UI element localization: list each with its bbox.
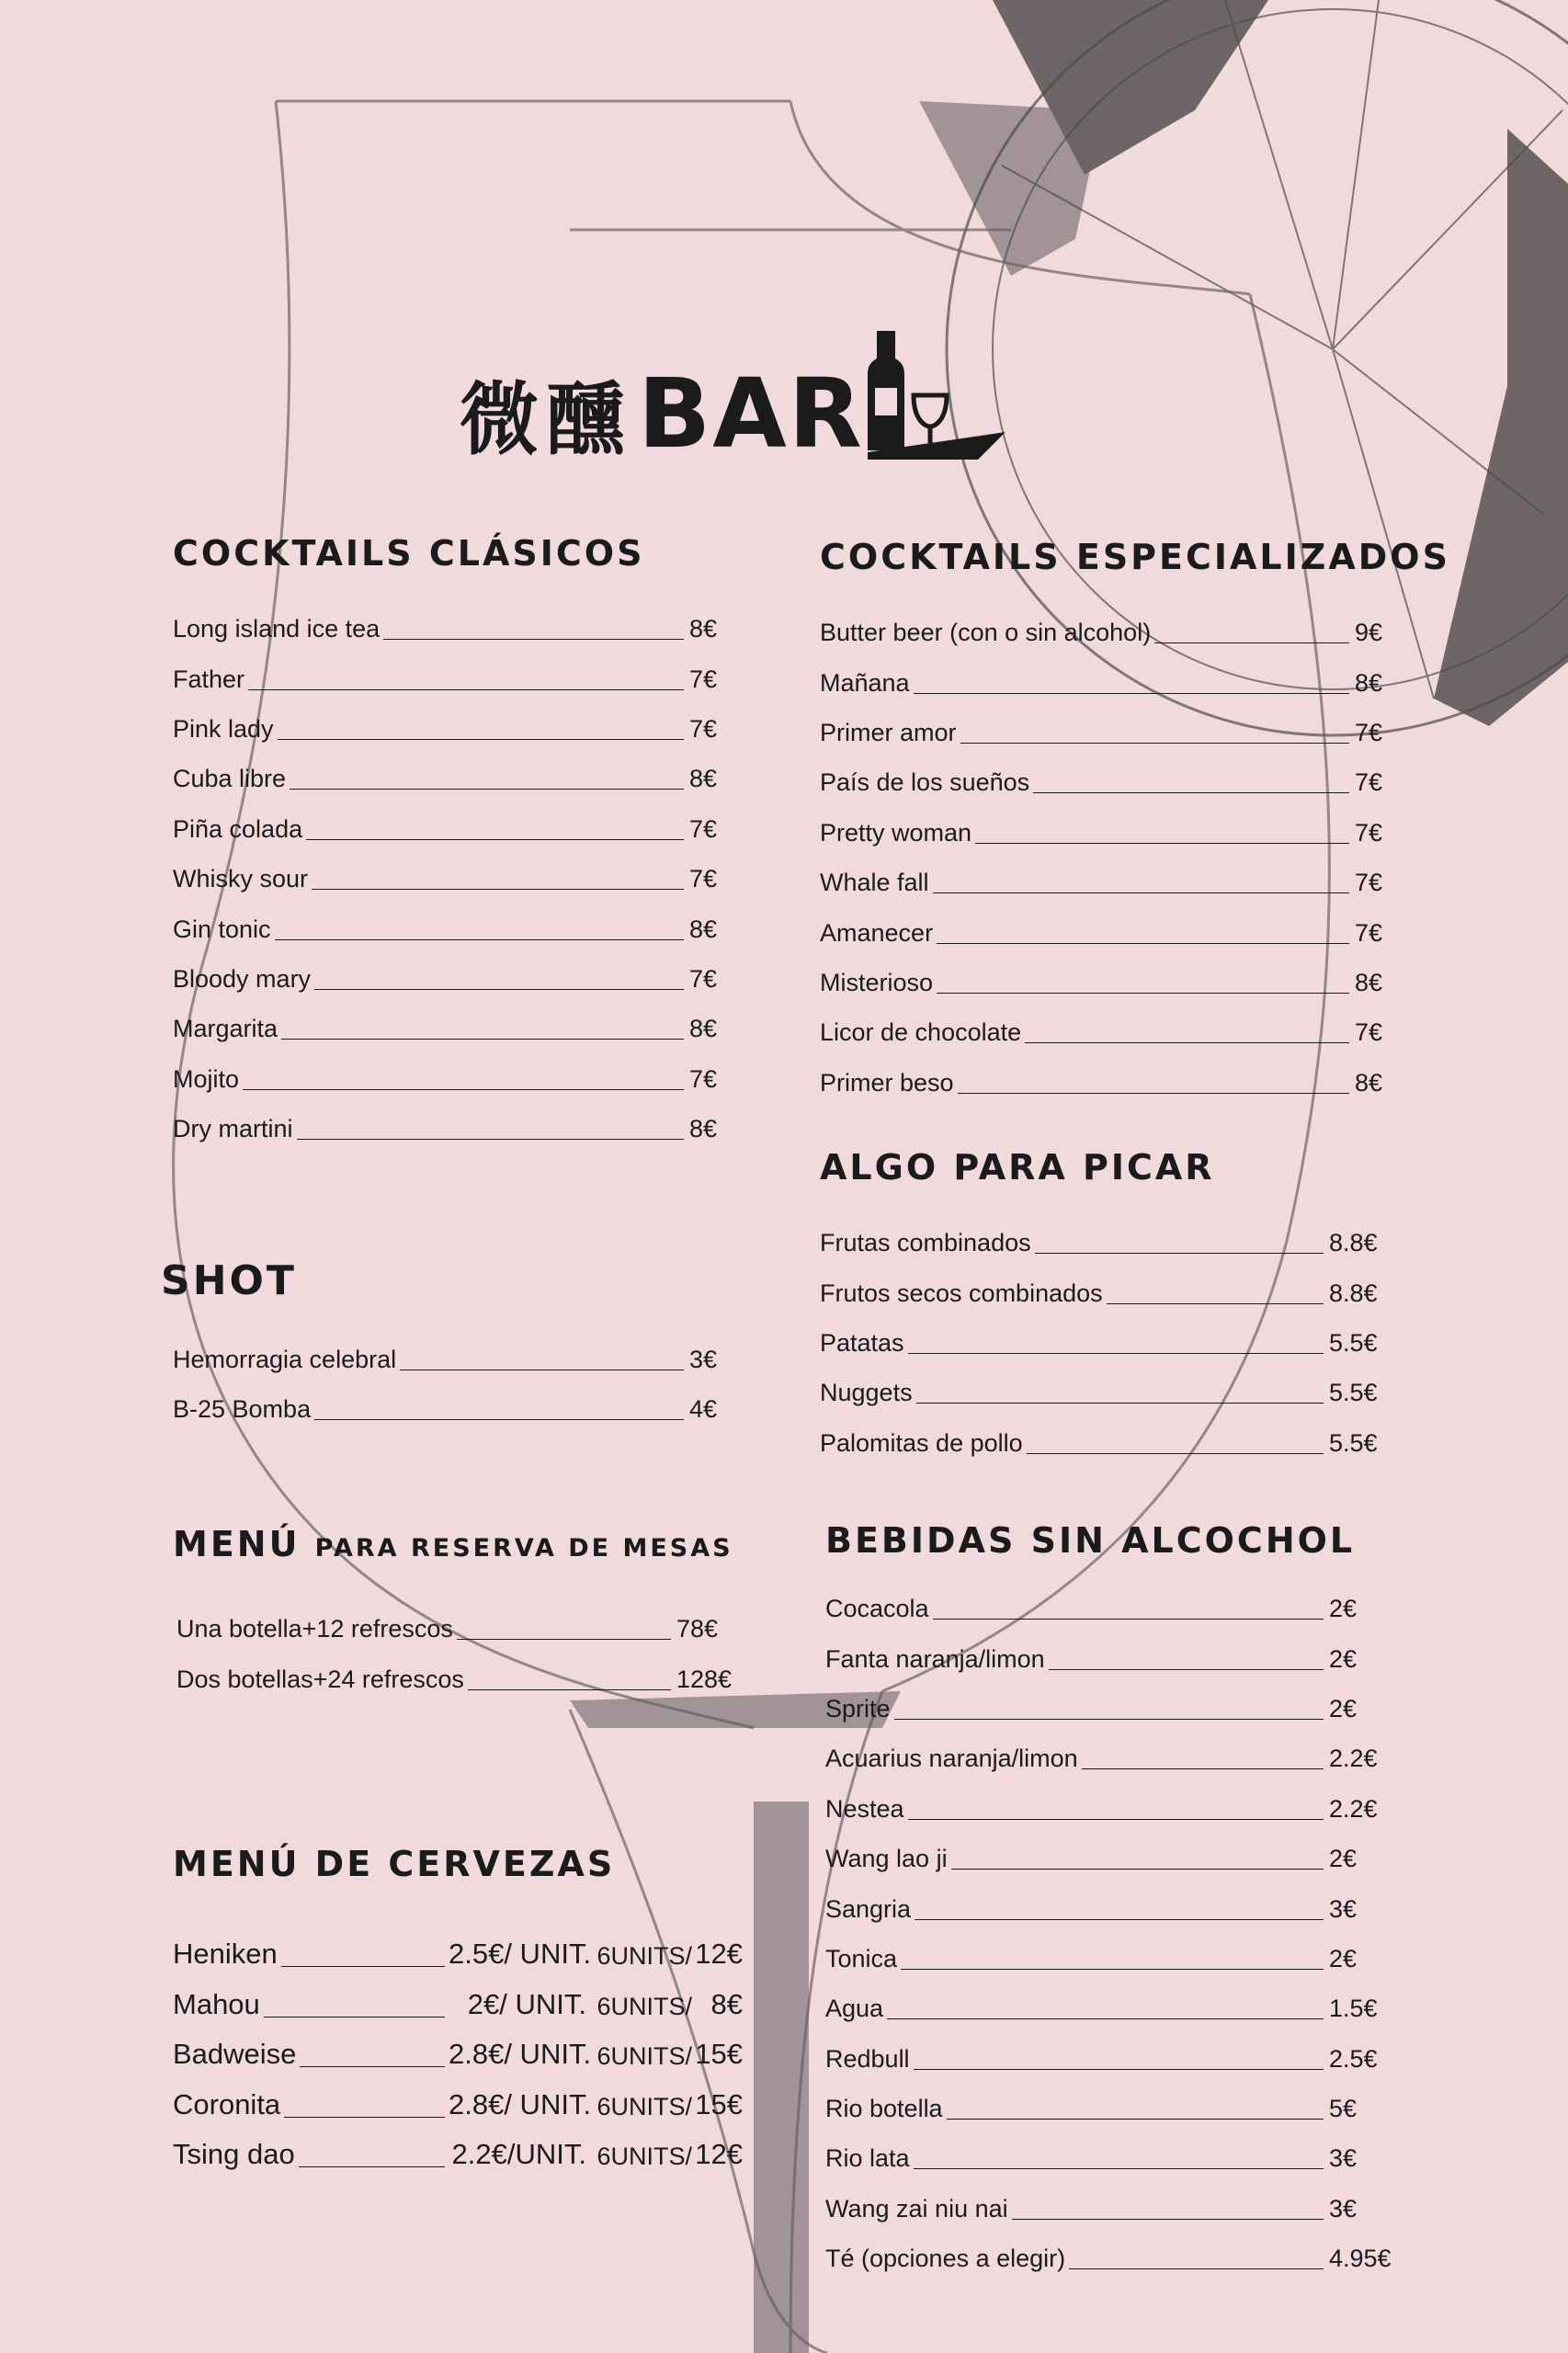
menu-item bbox=[825, 1629, 1397, 1678]
unit-price: 2.2€/UNIT. bbox=[451, 2137, 586, 2170]
item-price: 128€ bbox=[676, 1665, 733, 1693]
item-name: Nuggets bbox=[820, 1379, 913, 1407]
menu-item bbox=[173, 749, 743, 799]
section-menu-cervezas bbox=[173, 1846, 743, 1910]
menu-item bbox=[173, 649, 743, 699]
section-title: SHOT bbox=[161, 1257, 297, 1304]
menu-item bbox=[820, 953, 1408, 1003]
leader-line bbox=[916, 1403, 1324, 1404]
item-price: 3€ bbox=[1329, 2144, 1358, 2173]
menu-item bbox=[820, 653, 1408, 702]
leader-line bbox=[1012, 2219, 1324, 2220]
menu-item bbox=[173, 799, 743, 848]
item-price: 2€ bbox=[1329, 1694, 1358, 1722]
item-price: 2€ bbox=[1329, 1644, 1358, 1673]
pack-label: 6UNITS/ bbox=[597, 1992, 692, 2020]
beer-item bbox=[173, 1976, 743, 2026]
item-name: Nestea bbox=[825, 1794, 904, 1823]
menu-item bbox=[176, 1649, 744, 1699]
item-name: Dos botellas+24 refrescos bbox=[176, 1665, 464, 1693]
leader-line bbox=[908, 1353, 1324, 1354]
menu-item bbox=[825, 1729, 1397, 1779]
pack-price: 12€ bbox=[695, 2137, 743, 2170]
logo-bar-text: BAR bbox=[638, 358, 864, 471]
item-price: 8€ bbox=[689, 615, 718, 643]
lemon-shading-left bbox=[919, 101, 1103, 276]
menu-item bbox=[820, 802, 1408, 852]
item-name: Father bbox=[173, 665, 245, 693]
item-price: 7€ bbox=[689, 1064, 718, 1093]
section-cocktails-especializados bbox=[820, 537, 1450, 1103]
leader-line bbox=[1069, 2268, 1324, 2269]
item-price: 8€ bbox=[1355, 968, 1383, 996]
pack-label: 6UNITS/ bbox=[597, 2142, 692, 2170]
menu-item bbox=[825, 2029, 1397, 2078]
item-price: 2.2€ bbox=[1329, 1745, 1378, 1773]
item-name: Long island ice tea bbox=[173, 615, 381, 643]
section-title: COCKTAILS ESPECIALIZADOS bbox=[820, 537, 1450, 577]
leader-line bbox=[275, 939, 684, 940]
item-price: 3€ bbox=[689, 1345, 718, 1373]
leader-line bbox=[1025, 1042, 1349, 1043]
leader-line bbox=[915, 1919, 1324, 1920]
item-name: Mañana bbox=[820, 668, 910, 697]
leader-line bbox=[947, 2119, 1324, 2120]
leader-line bbox=[284, 2117, 445, 2118]
item-price: 8€ bbox=[689, 915, 718, 943]
item-name: Bloody mary bbox=[173, 964, 312, 993]
item-name: Hemorragia celebral bbox=[173, 1345, 397, 1373]
item-price: 8€ bbox=[689, 765, 718, 793]
section-title bbox=[173, 1526, 761, 1564]
leader-line bbox=[383, 639, 684, 640]
unit-price: 2.8€/ UNIT. bbox=[449, 2038, 592, 2071]
item-price: 9€ bbox=[1355, 619, 1383, 647]
item-name: Whale fall bbox=[820, 869, 929, 897]
leader-line bbox=[937, 993, 1349, 994]
pack-label: 6UNITS/ bbox=[597, 2042, 692, 2071]
item-name: País de los sueños bbox=[820, 768, 1030, 797]
leader-line bbox=[1027, 1453, 1324, 1454]
leader-line bbox=[975, 843, 1349, 844]
section-algo-para-picar bbox=[820, 1149, 1397, 1463]
pack-price: 15€ bbox=[695, 2038, 743, 2071]
pack-price: 12€ bbox=[695, 1938, 743, 1971]
item-price: 7€ bbox=[1355, 1018, 1383, 1047]
item-price: 3€ bbox=[1329, 1894, 1358, 1923]
leader-line bbox=[312, 889, 684, 890]
leader-line bbox=[887, 2018, 1324, 2019]
leader-line bbox=[951, 1869, 1324, 1870]
item-name: Agua bbox=[825, 1995, 884, 2023]
menu-item bbox=[820, 603, 1408, 653]
leader-line bbox=[300, 2066, 445, 2067]
pack-label: 6UNITS/ bbox=[597, 1942, 692, 1971]
menu-item bbox=[176, 1599, 744, 1649]
item-name: Primer amor bbox=[820, 718, 957, 746]
beer-item bbox=[173, 2127, 743, 2177]
menu-item bbox=[173, 1380, 743, 1429]
item-name: Sangria bbox=[825, 1894, 912, 1923]
title-small: PARA RESERVA DE MESAS bbox=[314, 1534, 733, 1563]
menu-item bbox=[825, 1779, 1397, 1828]
menu-item bbox=[825, 2178, 1397, 2228]
item-name: Piña colada bbox=[173, 814, 303, 843]
menu-item bbox=[825, 2129, 1397, 2178]
menu-item bbox=[173, 899, 743, 949]
item-price: 2€ bbox=[1329, 1944, 1358, 1972]
item-price: 7€ bbox=[1355, 818, 1383, 847]
item-name: Gin tonic bbox=[173, 915, 271, 943]
leader-line bbox=[908, 1819, 1324, 1820]
item-name: Rio lata bbox=[825, 2144, 910, 2173]
beer-item bbox=[173, 2076, 743, 2126]
menu-item bbox=[825, 2079, 1397, 2129]
leader-line bbox=[1154, 642, 1349, 643]
item-price: 78€ bbox=[676, 1615, 719, 1643]
item-name: Wang zai niu nai bbox=[825, 2194, 1008, 2222]
section-cocktails-clasicos bbox=[173, 535, 743, 1149]
menu-item bbox=[825, 1579, 1397, 1629]
section-title: BEBIDAS SIN ALCOCHOL bbox=[825, 1520, 1356, 1561]
item-name: Tonica bbox=[825, 1944, 898, 1972]
menu-item bbox=[173, 699, 743, 749]
menu-item bbox=[173, 599, 743, 649]
item-name: Tsing dao bbox=[173, 2137, 295, 2170]
menu-item bbox=[825, 2229, 1397, 2279]
item-price: 5.5€ bbox=[1329, 1328, 1378, 1357]
leader-line bbox=[314, 989, 684, 990]
menu-item bbox=[820, 753, 1408, 802]
item-name: Té (opciones a elegir) bbox=[825, 2245, 1066, 2273]
menu-item bbox=[173, 849, 743, 899]
menu-item bbox=[173, 1099, 743, 1149]
item-name: Amanecer bbox=[820, 918, 934, 947]
unit-price: 2.5€/ UNIT. bbox=[449, 1938, 592, 1971]
item-name: Pink lady bbox=[173, 714, 274, 743]
leader-line bbox=[314, 1419, 684, 1420]
item-name: Cuba libre bbox=[173, 765, 287, 793]
item-name: Sprite bbox=[825, 1694, 891, 1722]
leader-line bbox=[264, 2017, 445, 2018]
section-title: ALGO PARA PICAR bbox=[820, 1147, 1215, 1188]
leader-line bbox=[894, 1719, 1324, 1720]
item-price: 7€ bbox=[689, 714, 718, 743]
section-shot bbox=[161, 1259, 743, 1429]
item-price: 8€ bbox=[1355, 1068, 1383, 1097]
beer-item bbox=[173, 2027, 743, 2076]
item-name: Margarita bbox=[173, 1015, 278, 1043]
item-price: 7€ bbox=[1355, 768, 1383, 797]
item-price: 2.5€ bbox=[1329, 2044, 1378, 2073]
menu-item bbox=[820, 1263, 1397, 1313]
leader-line bbox=[958, 1093, 1349, 1094]
menu-item bbox=[173, 949, 743, 999]
item-price: 5€ bbox=[1329, 2095, 1358, 2123]
item-price: 7€ bbox=[689, 665, 718, 693]
item-name: Acuarius naranja/limon bbox=[825, 1745, 1078, 1773]
pack-label: 6UNITS/ bbox=[597, 2092, 692, 2120]
leader-line bbox=[1049, 1669, 1324, 1670]
item-price: 8.8€ bbox=[1329, 1229, 1378, 1257]
item-name: Mahou bbox=[173, 1987, 260, 2020]
leader-line bbox=[914, 2069, 1324, 2070]
item-price: 7€ bbox=[689, 865, 718, 893]
item-price: 4.95€ bbox=[1329, 2245, 1392, 2273]
pack-price: 8€ bbox=[710, 1987, 743, 2020]
item-price: 8€ bbox=[689, 1015, 718, 1043]
title-big: MENÚ bbox=[173, 1524, 301, 1564]
menu-item bbox=[820, 853, 1408, 903]
item-price: 8.8€ bbox=[1329, 1279, 1378, 1307]
menu-item bbox=[820, 1363, 1397, 1413]
item-name: Palomitas de pollo bbox=[820, 1428, 1023, 1457]
item-price: 2.2€ bbox=[1329, 1794, 1378, 1823]
item-name: Badweise bbox=[173, 2038, 297, 2071]
item-name: Wang lao ji bbox=[825, 1845, 948, 1873]
menu-item bbox=[820, 703, 1408, 753]
item-name: Dry martini bbox=[173, 1115, 293, 1143]
item-name: Fanta naranja/limon bbox=[825, 1644, 1045, 1673]
menu-item bbox=[820, 1213, 1397, 1263]
leader-line bbox=[933, 892, 1349, 893]
item-price: 8€ bbox=[1355, 668, 1383, 697]
leader-line bbox=[299, 2166, 445, 2167]
item-name: B-25 Bomba bbox=[173, 1395, 312, 1424]
leader-line bbox=[243, 1089, 684, 1090]
leader-line bbox=[281, 1966, 445, 1967]
pack-price: 15€ bbox=[695, 2087, 743, 2120]
menu-item bbox=[820, 1413, 1397, 1462]
leader-line bbox=[290, 789, 684, 790]
leader-line bbox=[1082, 1768, 1324, 1769]
item-price: 7€ bbox=[1355, 869, 1383, 897]
item-name: Primer beso bbox=[820, 1068, 954, 1097]
item-name: Frutas combinados bbox=[820, 1229, 1031, 1257]
menu-item bbox=[825, 1679, 1397, 1729]
item-name: Redbull bbox=[825, 2044, 910, 2073]
bottle-and-glass-icon bbox=[868, 331, 1006, 460]
menu-item bbox=[825, 1929, 1397, 1979]
leader-line bbox=[914, 2168, 1324, 2169]
item-name: Whisky sour bbox=[173, 865, 309, 893]
bar-logo bbox=[460, 322, 1006, 471]
menu-item bbox=[825, 1979, 1397, 2029]
menu-item bbox=[820, 903, 1408, 952]
section-menu-reserva bbox=[173, 1526, 761, 1699]
item-name: Cocacola bbox=[825, 1595, 929, 1623]
beer-item bbox=[173, 1927, 743, 1976]
item-price: 5.5€ bbox=[1329, 1379, 1378, 1407]
item-price: 7€ bbox=[689, 814, 718, 843]
leader-line bbox=[1035, 1253, 1324, 1254]
item-name: Frutos secos combinados bbox=[820, 1279, 1103, 1307]
item-name: Rio botella bbox=[825, 2095, 943, 2123]
section-bebidas-sin-alcohol bbox=[825, 1522, 1397, 2279]
item-price: 5.5€ bbox=[1329, 1428, 1378, 1457]
logo-chinese-text: 微醺 bbox=[460, 374, 632, 466]
item-name: Butter beer (con o sin alcohol) bbox=[820, 619, 1152, 647]
leader-line bbox=[914, 693, 1349, 694]
menu-item bbox=[820, 1003, 1408, 1052]
menu-item bbox=[820, 1313, 1397, 1363]
menu-item bbox=[173, 999, 743, 1049]
leader-line bbox=[297, 1139, 684, 1140]
menu-item bbox=[825, 1879, 1397, 1928]
item-name: Mojito bbox=[173, 1064, 240, 1093]
menu-item bbox=[173, 1049, 743, 1098]
beer-list bbox=[173, 1927, 743, 2177]
unit-price: 2€/ UNIT. bbox=[467, 1987, 586, 2020]
leader-line bbox=[281, 1039, 684, 1040]
leader-line bbox=[933, 1619, 1324, 1620]
leader-line bbox=[937, 943, 1349, 944]
section-title: COCKTAILS CLÁSICOS bbox=[173, 533, 645, 574]
menu-item bbox=[825, 1829, 1397, 1879]
leader-line bbox=[468, 1689, 671, 1690]
item-name: Heniken bbox=[173, 1938, 278, 1971]
section-title: MENÚ DE CERVEZAS bbox=[173, 1844, 616, 1884]
item-price: 2€ bbox=[1329, 1595, 1358, 1623]
leader-line bbox=[278, 739, 684, 740]
lemon-shading-right bbox=[1434, 129, 1568, 726]
leader-line bbox=[1033, 792, 1349, 793]
leader-line bbox=[306, 839, 684, 840]
item-price: 2€ bbox=[1329, 1845, 1358, 1873]
menu-item bbox=[820, 1052, 1408, 1102]
item-price: 7€ bbox=[1355, 918, 1383, 947]
leader-line bbox=[901, 1969, 1324, 1970]
item-name: Licor de chocolate bbox=[820, 1018, 1022, 1047]
menu-item bbox=[173, 1329, 743, 1379]
item-price: 8€ bbox=[689, 1115, 718, 1143]
item-name: Patatas bbox=[820, 1328, 904, 1357]
leader-line bbox=[1107, 1303, 1324, 1304]
leader-line bbox=[457, 1639, 671, 1640]
item-name: Coronita bbox=[173, 2087, 281, 2120]
item-name: Misterioso bbox=[820, 968, 934, 996]
item-price: 3€ bbox=[1329, 2194, 1358, 2222]
item-price: 7€ bbox=[689, 964, 718, 993]
item-price: 1.5€ bbox=[1329, 1995, 1378, 2023]
item-name: Pretty woman bbox=[820, 818, 972, 847]
unit-price: 2.8€/ UNIT. bbox=[449, 2087, 592, 2120]
leader-line bbox=[960, 743, 1349, 744]
item-price: 4€ bbox=[689, 1395, 718, 1424]
leader-line bbox=[248, 689, 684, 690]
item-price: 7€ bbox=[1355, 718, 1383, 746]
item-name: Una botella+12 refrescos bbox=[176, 1615, 453, 1643]
